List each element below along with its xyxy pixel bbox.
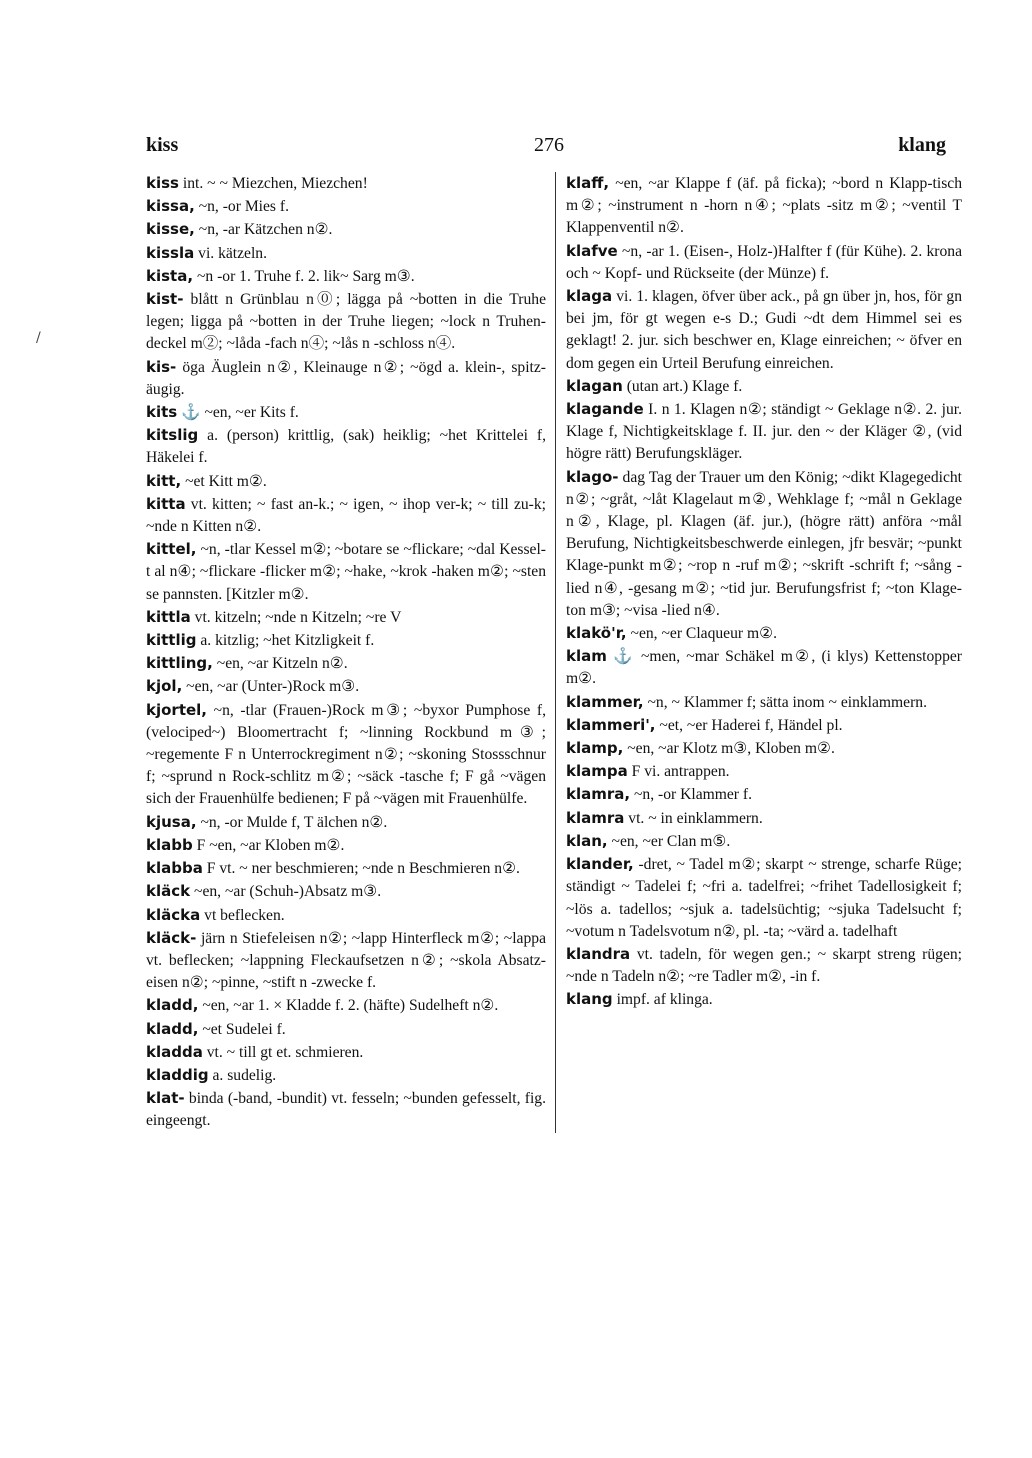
margin-mark: / xyxy=(36,330,41,346)
dictionary-entry xyxy=(566,398,962,466)
entry-headword: kis- xyxy=(146,357,177,376)
entry-definition: vt. kitten; ~ fast an-k.; ~ igen, ~ ihop ver-k; ~ till zu-k; ~nde n Kitten n②. xyxy=(146,495,546,536)
dictionary-entry xyxy=(566,737,962,760)
entry-headword: kissla xyxy=(146,243,195,262)
entry-headword: kjortel, xyxy=(146,700,208,719)
entry-headword: kläck- xyxy=(146,928,197,947)
dictionary-entry xyxy=(566,645,962,690)
entry-definition: ~n, -or Mulde f, T älchen n②. xyxy=(200,813,388,831)
entry-headword: klaga xyxy=(566,287,613,306)
entry-definition: ~n, -tlar (Frauen-)Rock m③; ~byxor Pumphose f, (velociped~) Bloomertracht f; ~linning Rockbund m③; ~regemente F n Unterrockregiment n②; ~skoning Stossschnur f; ~sprund n Rock-schlitz m②; ~säck -tasche f; F gå ~vägen sich der Frauenhülfe bedienen; F på ~vägen mit Frauenhülfe. xyxy=(146,701,546,808)
dictionary-entry xyxy=(566,691,962,714)
entry-definition: a. kitzlig; ~het Kitzligkeit f. xyxy=(200,632,375,650)
dictionary-entry xyxy=(146,1018,546,1041)
entry-definition: binda (-band, -bundit) vt. fesseln; ~bunden gefesselt, fig. eingeengt. xyxy=(146,1090,546,1130)
dictionary-entry xyxy=(566,853,962,943)
entry-headword: kissa, xyxy=(146,197,195,216)
dictionary-entry xyxy=(146,927,546,995)
entry-definition: F ~en, ~ar Kloben m②. xyxy=(196,836,345,854)
entry-definition: a. (person) krittlig, (sak) heiklig; ~het Krittelei f, Häkelei f. xyxy=(146,427,546,467)
dictionary-entry xyxy=(146,424,546,469)
entry-definition: ~en, ~er Claqueur m②. xyxy=(630,625,777,643)
dictionary-entry xyxy=(146,652,546,675)
entry-headword: kittling, xyxy=(146,654,213,673)
entry-headword: klaff, xyxy=(566,174,610,192)
dictionary-entry xyxy=(566,943,962,988)
entry-definition: vi. 1. klagen, öfver über ack., på gn über jn, hos, för gn bei jm, för gt wegen e-s D.; Gudi ~dt dem Himmel sei es geklagt! 2. jur. sich beschwer en, Klage einreichen; ~ öfver en dom gegen ein Urteil Berufung einreichen. xyxy=(566,288,962,372)
dictionary-entry xyxy=(566,714,962,737)
page-number: 276 xyxy=(534,134,564,156)
dictionary-entry xyxy=(146,1041,546,1064)
entry-definition: ~en, ~ar (Schuh-)Absatz m③. xyxy=(194,883,382,901)
entry-definition: ~en, ~ar 1. × Kladde f. 2. (häfte) Sudelheft n②. xyxy=(202,997,499,1015)
entry-definition: vt. ~ in einklammern. xyxy=(628,809,763,827)
dictionary-entry xyxy=(146,675,546,698)
dictionary-entry xyxy=(566,375,962,398)
dictionary-entry xyxy=(146,401,546,424)
right-running-headword: klang xyxy=(898,134,946,156)
entry-definition: ~en, ~ar Klappe f (äf. på ficka); ~bord n Klapp-tisch m②; ~instrument n -horn n④; ~plats -sitz m②; ~ventil T Klappenventil n②. xyxy=(566,175,962,237)
dictionary-entry xyxy=(146,218,546,241)
dictionary-entry xyxy=(146,1064,546,1087)
entry-definition: ~en, ~ar Klotz m③, Kloben m②. xyxy=(627,740,835,758)
dictionary-entry xyxy=(146,880,546,903)
entry-headword: kitslig xyxy=(146,426,199,445)
entry-headword: klabba xyxy=(146,859,203,878)
dictionary-entry xyxy=(566,807,962,830)
entry-headword: klamp, xyxy=(566,739,624,758)
entry-headword: klakö'r, xyxy=(566,624,627,643)
entry-definition: (utan art.) Klage f. xyxy=(626,377,743,395)
entry-definition: a. sudelig. xyxy=(212,1066,277,1084)
dictionary-entry xyxy=(566,466,962,622)
entry-definition: vt beflecken. xyxy=(204,906,285,924)
entry-headword: klammer, xyxy=(566,692,644,711)
dictionary-entry xyxy=(146,538,546,606)
entry-definition: ~en, ~er Clan m⑤. xyxy=(611,832,731,850)
entry-definition: ~en, ~ar (Unter-)Rock m③. xyxy=(186,678,360,696)
entry-headword: kjusa, xyxy=(146,812,197,831)
entry-definition: F vt. ~ ner beschmieren; ~nde n Beschmieren n②. xyxy=(206,860,520,878)
dictionary-entry xyxy=(566,988,962,1011)
column-divider xyxy=(555,172,556,1133)
entry-headword: kläck xyxy=(146,882,191,901)
entry-headword: klago- xyxy=(566,467,619,486)
entry-definition: ~et Sudelei f. xyxy=(202,1020,286,1038)
entry-headword: kittel, xyxy=(146,540,197,559)
dictionary-entry xyxy=(146,994,546,1017)
dictionary-entry xyxy=(566,240,962,285)
entry-definition: öga Äuglein n②, Kleinauge n②; ~ögd a. klein-, spitz-äugig. xyxy=(146,358,546,398)
entry-headword: klandra xyxy=(566,944,631,963)
entry-definition: ~en, ~ar Kitzeln n②. xyxy=(216,655,348,673)
left-running-headword: kiss xyxy=(146,134,179,156)
entry-definition: ⚓ ~men, ~mar Schäkel m②, (i klys) Kettenstopper m②. xyxy=(566,648,962,688)
entry-headword: klan, xyxy=(566,831,608,850)
entry-definition: vt. kitzeln; ~nde n Kitzeln; ~re V xyxy=(194,608,402,626)
dictionary-entry xyxy=(146,1087,546,1132)
dictionary-entry xyxy=(146,172,546,195)
entry-definition: ~n, -ar Kätzchen n②. xyxy=(198,221,333,239)
entry-headword: kisse, xyxy=(146,220,195,239)
dictionary-entry xyxy=(146,470,546,493)
entry-definition: ~n -or 1. Truhe f. 2. lik~ Sarg m③. xyxy=(196,267,415,285)
entry-headword: klat- xyxy=(146,1089,185,1108)
dictionary-entry xyxy=(566,622,962,645)
dictionary-entry xyxy=(566,285,962,375)
entry-definition: ~et Kitt m②. xyxy=(185,472,267,490)
entry-definition: impf. af klinga. xyxy=(616,991,713,1009)
entry-definition: I. n 1. Klagen n②; ständigt ~ Geklage n②. 2. jur. Klage f, Nichtigkeitsklage f. II. jur. den ~ der Kläger ②, (vid högre rätt) Berufungskläger. xyxy=(566,401,963,463)
entry-definition: ~n, -or Klammer f. xyxy=(634,786,752,804)
entry-headword: kist- xyxy=(146,290,184,309)
entry-headword: kitta xyxy=(146,494,186,513)
entry-headword: kladda xyxy=(146,1042,203,1061)
entry-headword: kladdig xyxy=(146,1065,209,1084)
entry-headword: kjol, xyxy=(146,677,183,696)
entry-headword: kittlig xyxy=(146,631,197,650)
dictionary-entry xyxy=(566,760,962,783)
entry-headword: kläcka xyxy=(146,905,201,924)
dictionary-entry xyxy=(146,699,546,811)
entry-headword: klagan xyxy=(566,376,623,395)
entry-headword: klampa xyxy=(566,762,628,781)
dictionary-entry xyxy=(566,172,962,240)
dictionary-entry xyxy=(146,606,546,629)
dictionary-entry xyxy=(146,857,546,880)
entry-headword: klamra xyxy=(566,808,625,827)
entry-definition: ~n, -or Mies f. xyxy=(198,198,289,216)
left-column xyxy=(146,172,546,1133)
dictionary-entry xyxy=(146,811,546,834)
entry-headword: kittla xyxy=(146,607,191,626)
entry-definition: ~n, ~ Klammer f; sätta inom ~ einklammern. xyxy=(647,693,927,711)
dictionary-entry xyxy=(146,242,546,265)
entry-headword: klammeri', xyxy=(566,715,656,734)
entry-definition: järn n Stiefeleisen n②; ~lapp Hinterfleck m②; ~lappa vt. beflecken; ~lappning Fleckaufsetzen n②; ~skola Absatz-eisen n②; ~pinne, ~stift n -zwecke f. xyxy=(146,929,546,992)
dictionary-entry xyxy=(146,288,546,356)
entry-definition: F vi. antrappen. xyxy=(631,763,730,781)
entry-definition: vt. tadeln, för wegen gen.; ~ skarpt streng rügen; ~nde n Tadeln n②; ~re Tadler m②, -in f. xyxy=(566,945,962,986)
entry-headword: klamra, xyxy=(566,785,631,804)
entry-definition: vi. kätzeln. xyxy=(198,244,268,262)
entry-definition: dag Tag der Trauer um den König; ~dikt Klagegedicht n②; ~gråt, ~låt Klagelaut m②, Wehklage f; ~mål n Geklage n②, Klage, pl. Klagen (äf. jur.), (högre rätt) anföra ~mål Berufung, Nichtigkeitsbeschwerde einlegen, jfr besvär; ~punkt Klage-punkt m②; ~rop n -ruf m②; ~skrift -schrift f; ~sång -lied n④, -gesang m②; ~tid jur. Berufungsfrist f; ~ton Klage-ton m③; ~visa -lied n④. xyxy=(566,468,963,619)
page-header xyxy=(146,134,946,158)
entry-headword: kits xyxy=(146,403,178,422)
dictionary-entry xyxy=(146,195,546,218)
right-column xyxy=(566,172,962,1012)
entry-definition: vt. ~ till gt et. schmieren. xyxy=(206,1043,364,1061)
dictionary-entry xyxy=(146,629,546,652)
entry-definition: -dret, ~ Tadel m②; skarpt ~ strenge, scharfe Rüge; ständigt ~ Tadelei f; ~fri a. tadelfrei; ~frihet Tadellosigkeit f; ~lös a. tadellos; ~sjuk a. tadelsüchtig; ~sjuka Tadelsucht f; ~votum n Tadelsvotum n②, pl. -ta; ~värd a. tadelhaft xyxy=(566,856,962,940)
entry-headword: klabb xyxy=(146,835,193,854)
dictionary-entry xyxy=(146,356,546,401)
entry-definition: ~n, -ar 1. (Eisen-, Holz-)Halfter f (für Kühe). 2. krona och ~ Kopf- und Rückseite (der Münze) f. xyxy=(566,242,962,282)
entry-headword: klafve xyxy=(566,241,618,260)
entry-headword: klagande xyxy=(566,400,644,419)
dictionary-entry xyxy=(146,265,546,288)
entry-headword: kitt, xyxy=(146,471,182,490)
entry-headword: kiss xyxy=(146,174,179,192)
dictionary-entry xyxy=(146,834,546,857)
entry-headword: kladd, xyxy=(146,996,199,1015)
dictionary-entry xyxy=(566,783,962,806)
entry-headword: klam xyxy=(566,647,607,666)
entry-headword: kladd, xyxy=(146,1019,199,1038)
entry-definition: blått n Grünblau n⓪; lägga på ~botten in die Truhe legen; ligga på ~botten in der Truhe liegen; ~lock n Truhen-deckel m②; ~låda -fach n④; ~lås n -schloss n④. xyxy=(146,291,546,353)
dictionary-entry xyxy=(146,493,546,538)
entry-definition: ~et, ~er Haderei f, Händel pl. xyxy=(659,716,843,734)
dictionary-entry xyxy=(566,830,962,853)
entry-definition: ⚓ ~en, ~er Kits f. xyxy=(181,404,299,422)
entry-definition: ~n, -tlar Kessel m②; ~botare se ~flickare; ~dal Kessel-t al n④; ~flickare -flicker m②; ~hake, ~krok -haken m②; ~sten se pannsten. [Kitzler m②. xyxy=(146,541,546,603)
dictionary-entry xyxy=(146,904,546,927)
entry-headword: klander, xyxy=(566,855,634,874)
entry-headword: kista, xyxy=(146,266,194,285)
entry-definition: int. ~ ~ Miezchen, Miezchen! xyxy=(182,175,368,192)
entry-headword: klang xyxy=(566,990,613,1009)
